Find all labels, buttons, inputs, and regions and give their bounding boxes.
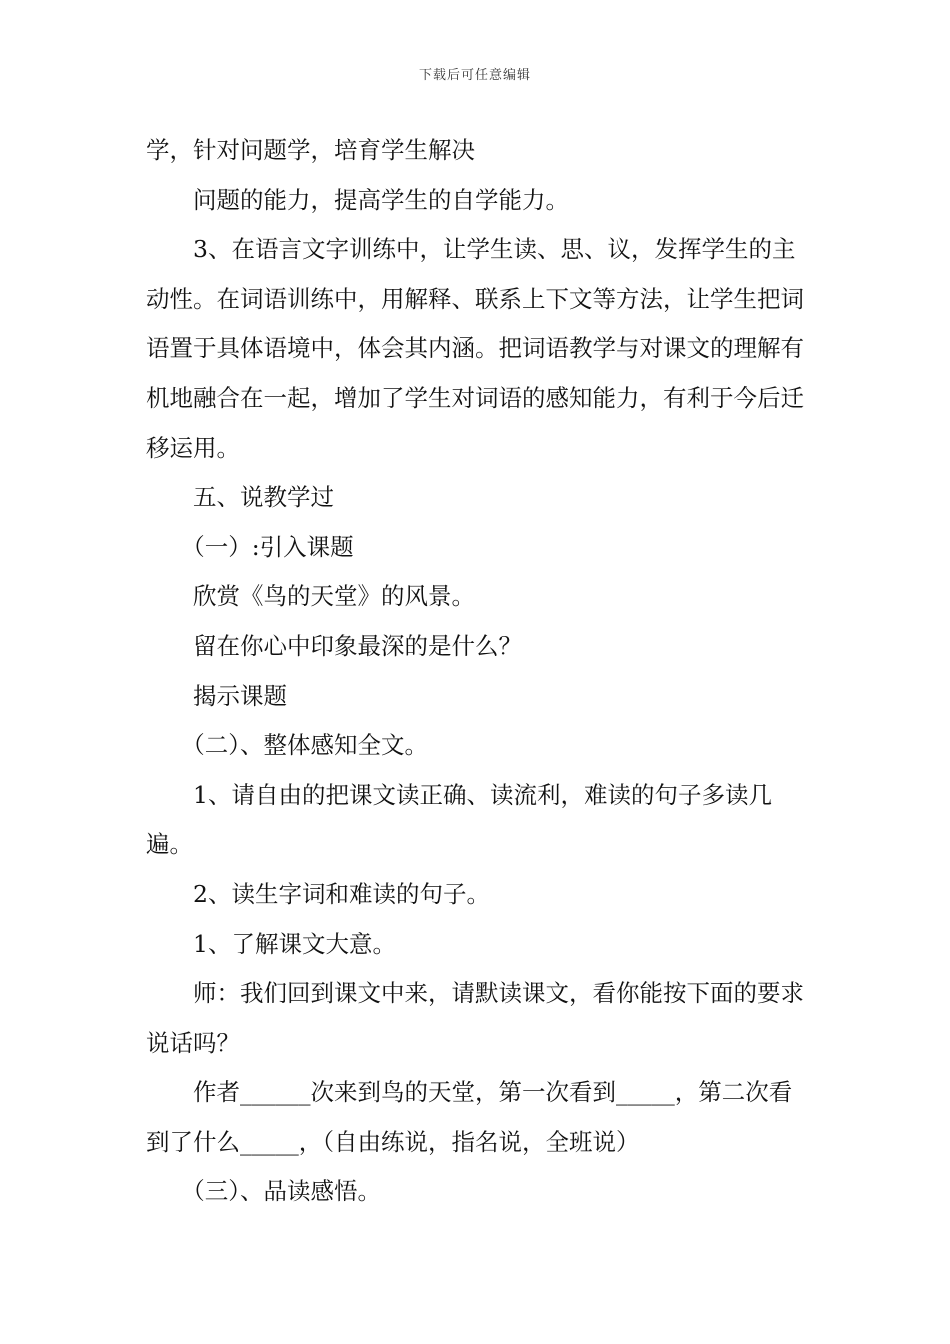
subsection-heading: （二）、整体感知全文。 [181, 731, 428, 760]
paragraph: 师：我们回到课文中来，请默读课文，看你能按下面的要求说话吗？ [146, 979, 804, 1057]
paragraph: 1、请自由的把课文读正确、读流利，难读的句子多读几遍。 [146, 780, 772, 859]
document-body [146, 126, 810, 1217]
paragraph-continuation: 学，针对问题学，培育学生解决 [146, 136, 475, 164]
paragraph: 问题的能力，提高学生的自学能力。 [193, 185, 569, 214]
paragraph: 1、了解课文大意。 [193, 929, 396, 958]
subsection-heading: （三）、品读感悟。 [181, 1177, 381, 1206]
paragraph: 留在你心中印象最深的是什么？ [193, 631, 522, 660]
paragraph: 作者______次来到鸟的天堂，第一次看到_____，第二次看到了什么_____，（自由练说，指名说，全班说） [146, 1078, 793, 1156]
paragraph: 2、读生字词和难读的句子。 [193, 879, 490, 908]
subsection-heading: （一）:引入课题 [181, 532, 354, 561]
paragraph: 3、在语言文字训练中，让学生读、思、议，发挥学生的主动性。在词语训练中，用解释、联系上下文等方法，让学生把词语置于具体语境中，体会其内涵。把词语教学与对课文的理解有机地融合在一起，增加了学生对词语的感知能力，有利于今后迁移运用。 [146, 235, 804, 462]
page-header: 下载后可任意编辑 [418, 68, 531, 83]
paragraph: 欣赏《鸟的天堂》的风景。 [193, 582, 475, 611]
paragraph: 揭示课题 [193, 681, 287, 710]
section-heading: 五、说教学过 [193, 483, 334, 512]
